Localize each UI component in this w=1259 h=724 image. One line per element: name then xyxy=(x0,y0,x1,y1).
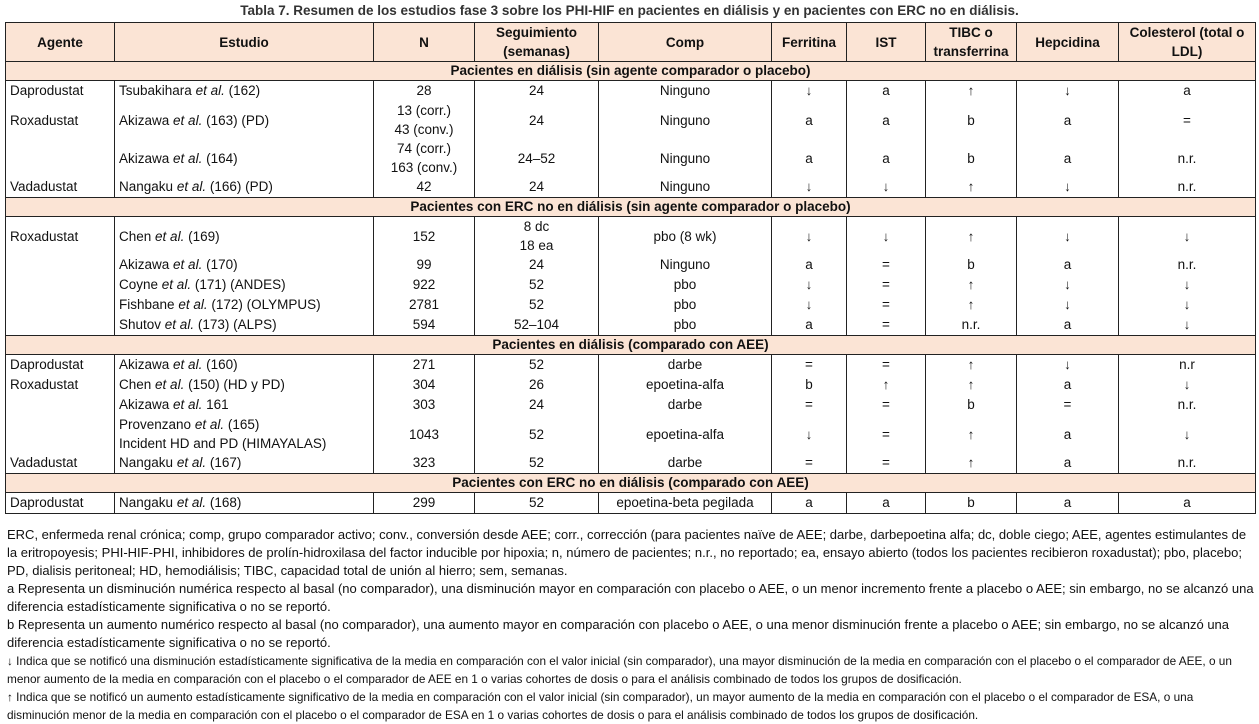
cell-ferritina: ↓ xyxy=(772,415,847,453)
seguimiento-value: 52 xyxy=(528,495,545,510)
estudio-author: Chen xyxy=(119,377,152,392)
cell-tibc: b xyxy=(926,493,1017,514)
cell-colesterol: n.r. xyxy=(1119,139,1256,177)
cell-seguimiento xyxy=(475,217,599,256)
cell-tibc: ↑ xyxy=(926,453,1017,474)
cell-estudio xyxy=(115,395,374,415)
cell-tibc: b xyxy=(926,139,1017,177)
cell-ferritina: a xyxy=(772,101,847,139)
estudio-etal: et al. xyxy=(176,179,207,194)
estudio-etal: et al. xyxy=(173,112,203,128)
seguimiento-value: 24 xyxy=(528,397,545,412)
cell-colesterol: n.r. xyxy=(1119,453,1256,474)
estudio-ref: (166) (PD) xyxy=(209,179,273,194)
cell-estudio xyxy=(115,493,374,514)
header-ist: IST xyxy=(847,23,926,62)
cell-comp: pbo (8 wk) xyxy=(599,217,772,256)
section-title: Pacientes en diálisis (comparado con AEE) xyxy=(6,336,1256,355)
cell-hepcidina: a xyxy=(1017,493,1119,514)
estudio-etal: et al. xyxy=(195,83,225,98)
cell-colesterol: a xyxy=(1119,81,1256,102)
n-value: 163 (conv.) xyxy=(390,160,458,175)
cell-n xyxy=(374,217,475,256)
cell-agente: Vadadustat xyxy=(6,177,115,198)
estudio-ref: (171) (ANDES) xyxy=(194,277,286,292)
table-row xyxy=(6,453,1256,474)
estudio-etal: et al. xyxy=(176,495,207,510)
cell-ist: ↓ xyxy=(847,177,926,198)
seguimiento-value: 52 xyxy=(528,277,545,292)
section-row xyxy=(6,336,1256,355)
cell-tibc: ↑ xyxy=(926,177,1017,198)
cell-colesterol: a xyxy=(1119,493,1256,514)
cell-tibc: ↑ xyxy=(926,375,1017,395)
estudio-ref: (169) xyxy=(188,228,220,244)
cell-seguimiento xyxy=(475,177,599,198)
cell-comp: pbo xyxy=(599,295,772,315)
cell-n xyxy=(374,81,475,102)
table-row xyxy=(6,415,1256,453)
n-value: 922 xyxy=(412,277,436,292)
cell-n xyxy=(374,355,475,376)
cell-colesterol: ↓ xyxy=(1119,217,1256,256)
estudio-author: Fishbane xyxy=(119,297,175,312)
results-table xyxy=(5,22,1256,514)
cell-hepcidina: ↓ xyxy=(1017,217,1119,256)
n-value: 303 xyxy=(412,397,436,412)
table-row xyxy=(6,81,1256,102)
cell-n xyxy=(374,453,475,474)
note-a: a Representa un disminución numérica respecto al basal (no comparador), una disminución mayor en comparación con placebo o AEE, o un menor incremento frente a placebo o AEE; sin embargo, no se alcanzó una diferencia estadísticamente significativa o no se reportó. xyxy=(7,581,1254,614)
cell-agente: Daprodustat xyxy=(6,493,115,514)
seguimiento-value: 18 ea xyxy=(519,238,554,253)
cell-n xyxy=(374,315,475,336)
estudio-ref: (165) xyxy=(227,417,260,432)
estudio-ref: 161 xyxy=(206,397,229,412)
estudio-etal: et al. xyxy=(164,317,195,332)
estudio-author: Coyne xyxy=(119,277,159,292)
seguimiento-value: 8 dc xyxy=(523,219,550,234)
estudio-author: Akizawa xyxy=(119,257,170,272)
cell-hepcidina: a xyxy=(1017,139,1119,177)
table-row xyxy=(6,295,1256,315)
seguimiento-value: 52–104 xyxy=(513,317,560,332)
estudio-etal: et al. xyxy=(173,257,203,272)
cell-agente xyxy=(6,295,115,315)
seguimiento-value: 24 xyxy=(528,112,545,128)
cell-colesterol: ↓ xyxy=(1119,275,1256,295)
cell-ist: = xyxy=(847,255,926,275)
cell-comp: epoetina-alfa xyxy=(599,375,772,395)
cell-tibc: n.r. xyxy=(926,315,1017,336)
cell-ist: = xyxy=(847,395,926,415)
cell-ferritina: = xyxy=(772,395,847,415)
cell-estudio xyxy=(115,217,374,256)
cell-agente xyxy=(6,255,115,275)
cell-hepcidina: ↓ xyxy=(1017,275,1119,295)
cell-estudio xyxy=(115,81,374,102)
cell-n xyxy=(374,101,475,139)
cell-hepcidina: a xyxy=(1017,453,1119,474)
n-value: 42 xyxy=(416,179,432,194)
table-row xyxy=(6,375,1256,395)
estudio-ref: (168) xyxy=(209,495,242,510)
table-caption: Tabla 7. Resumen de los estudios fase 3 sobre los PHI-HIF en pacientes en diálisis y en pacientes con ERC no en diálisis. xyxy=(240,3,1019,18)
estudio-author: Akizawa xyxy=(119,150,170,166)
cell-seguimiento xyxy=(475,395,599,415)
estudio-line xyxy=(119,275,369,295)
cell-seguimiento xyxy=(475,255,599,275)
section-title: Pacientes con ERC no en diálisis (comparado con AEE) xyxy=(6,474,1256,493)
cell-agente: Roxadustat xyxy=(6,217,115,256)
section-title: Pacientes en diálisis (sin agente comparador o placebo) xyxy=(6,62,1256,81)
estudio-line xyxy=(119,227,369,246)
header-tibc: TIBC o transferrina xyxy=(926,23,1017,62)
n-value: 271 xyxy=(412,357,436,372)
cell-hepcidina: = xyxy=(1017,395,1119,415)
cell-ist: a xyxy=(847,81,926,102)
estudio-ref: (167) xyxy=(209,455,242,470)
cell-estudio xyxy=(115,415,374,453)
estudio-ref: (164) xyxy=(206,150,238,166)
n-value: 74 (corr.) xyxy=(396,141,451,156)
estudio-ref: (163) (PD) xyxy=(206,112,270,128)
seguimiento-value: 52 xyxy=(528,297,545,312)
cell-ist: = xyxy=(847,275,926,295)
seguimiento-value: 26 xyxy=(528,377,545,392)
cell-agente: Daprodustat xyxy=(6,81,115,102)
cell-n xyxy=(374,395,475,415)
cell-tibc: ↑ xyxy=(926,355,1017,376)
footnotes xyxy=(7,526,1255,724)
n-value: 28 xyxy=(416,83,432,98)
estudio-line xyxy=(119,255,369,275)
n-value: 99 xyxy=(416,257,432,272)
cell-estudio xyxy=(115,295,374,315)
cell-seguimiento xyxy=(475,375,599,395)
estudio-ref: (162) xyxy=(228,83,261,98)
cell-n xyxy=(374,295,475,315)
cell-agente: Roxadustat xyxy=(6,101,115,139)
header-estudio: Estudio xyxy=(115,23,374,62)
estudio-etal: et al. xyxy=(155,228,185,244)
cell-ist: = xyxy=(847,295,926,315)
estudio-line xyxy=(119,111,369,130)
cell-hepcidina: a xyxy=(1017,101,1119,139)
cell-agente: Roxadustat xyxy=(6,375,115,395)
cell-ferritina: a xyxy=(772,255,847,275)
seguimiento-value: 24 xyxy=(528,179,545,194)
cell-seguimiento xyxy=(475,453,599,474)
cell-ist: a xyxy=(847,101,926,139)
cell-colesterol: = xyxy=(1119,101,1256,139)
estudio-ref: (150) (HD y PD) xyxy=(188,377,285,392)
cell-n xyxy=(374,375,475,395)
note-down-arrow: ↓ Indica que se notificó una disminución estadísticamente significativa de la media en comparación con el valor inicial (sin comparador), una mayor disminución de la media en comparación con el placebo o el comparador de AEE, o un menor aumento de la media en comparación con el placebo o el comparador de AEE en 1 o varias cohortes de dosis o para el análisis combinado de todos los grupos de dosificación. xyxy=(7,654,1232,686)
cell-comp: Ninguno xyxy=(599,139,772,177)
seguimiento-value: 52 xyxy=(528,357,545,372)
cell-hepcidina: ↓ xyxy=(1017,295,1119,315)
table-row xyxy=(6,139,1256,177)
cell-ist: = xyxy=(847,453,926,474)
estudio-etal: et al. xyxy=(173,357,203,372)
cell-hepcidina: a xyxy=(1017,375,1119,395)
cell-ferritina: b xyxy=(772,375,847,395)
estudio-line xyxy=(119,81,369,101)
cell-ferritina: = xyxy=(772,355,847,376)
cell-seguimiento xyxy=(475,101,599,139)
header-agente: Agente xyxy=(6,23,115,62)
section-row xyxy=(6,62,1256,81)
cell-colesterol: ↓ xyxy=(1119,415,1256,453)
cell-ist: a xyxy=(847,493,926,514)
note-up-arrow: ↑ Indica que se notificó un aumento estadísticamente significativo de la media en comparación con el valor inicial (sin comparador), un mayor aumento de la media en comparación con el placebo o el comparador de ESA, o una disminución menor de la media en comparación con el placebo o el comparador de ESA en 1 o varias cohortes de dosis o para el análisis combinado de todos los grupos de dosificación. xyxy=(7,690,1194,722)
estudio-author: Shutov xyxy=(119,317,162,332)
cell-tibc: ↑ xyxy=(926,415,1017,453)
cell-hepcidina: a xyxy=(1017,415,1119,453)
seguimiento-value: 52 xyxy=(528,455,545,470)
cell-comp: Ninguno xyxy=(599,177,772,198)
cell-n xyxy=(374,255,475,275)
cell-colesterol: ↓ xyxy=(1119,375,1256,395)
n-value: 299 xyxy=(412,495,436,510)
table-row xyxy=(6,177,1256,198)
cell-comp: Ninguno xyxy=(599,101,772,139)
n-value: 594 xyxy=(412,317,436,332)
cell-agente: Vadadustat xyxy=(6,453,115,474)
cell-estudio xyxy=(115,275,374,295)
estudio-line xyxy=(119,453,369,473)
cell-tibc: ↑ xyxy=(926,217,1017,256)
table-body xyxy=(6,62,1256,514)
cell-seguimiento xyxy=(475,275,599,295)
cell-agente xyxy=(6,415,115,453)
n-value: 13 (corr.) xyxy=(396,103,451,118)
estudio-line xyxy=(119,315,369,335)
cell-estudio xyxy=(115,453,374,474)
cell-n xyxy=(374,493,475,514)
cell-seguimiento xyxy=(475,295,599,315)
header-comp: Comp xyxy=(599,23,772,62)
cell-seguimiento xyxy=(475,139,599,177)
cell-tibc: ↑ xyxy=(926,295,1017,315)
header-colesterol: Colesterol (total o LDL) xyxy=(1119,23,1256,62)
estudio-extra: Incident HD and PD (HIMAYALAS) xyxy=(119,436,327,451)
n-value: 1043 xyxy=(408,426,440,442)
estudio-author: Nangaku xyxy=(119,179,174,194)
cell-ist: = xyxy=(847,355,926,376)
cell-ferritina: = xyxy=(772,453,847,474)
cell-ferritina: ↓ xyxy=(772,217,847,256)
n-value: 43 (conv.) xyxy=(394,122,454,137)
estudio-line xyxy=(119,375,369,395)
header-n: N xyxy=(374,23,475,62)
section-title: Pacientes con ERC no en diálisis (sin agente comparador o placebo) xyxy=(6,198,1256,217)
n-value: 323 xyxy=(412,455,436,470)
cell-ist: = xyxy=(847,415,926,453)
cell-ferritina: a xyxy=(772,493,847,514)
cell-agente: Daprodustat xyxy=(6,355,115,376)
cell-seguimiento xyxy=(475,81,599,102)
estudio-author: Provenzano xyxy=(119,417,192,432)
table-row xyxy=(6,275,1256,295)
cell-tibc: ↑ xyxy=(926,81,1017,102)
estudio-etal: et al. xyxy=(178,297,208,312)
estudio-ref: (160) xyxy=(206,357,238,372)
table-row xyxy=(6,355,1256,376)
estudio-line xyxy=(119,355,369,375)
table-row xyxy=(6,315,1256,336)
cell-estudio xyxy=(115,139,374,177)
cell-hepcidina: a xyxy=(1017,315,1119,336)
cell-seguimiento xyxy=(475,493,599,514)
cell-ferritina: a xyxy=(772,139,847,177)
cell-agente xyxy=(6,315,115,336)
estudio-etal: et al. xyxy=(161,277,192,292)
estudio-etal: et al. xyxy=(173,397,203,412)
cell-estudio xyxy=(115,101,374,139)
cell-ist: ↑ xyxy=(847,375,926,395)
cell-n xyxy=(374,275,475,295)
table-row xyxy=(6,217,1256,256)
cell-estudio xyxy=(115,177,374,198)
estudio-author: Chen xyxy=(119,228,152,244)
cell-comp: darbe xyxy=(599,453,772,474)
cell-agente xyxy=(6,139,115,177)
cell-comp: pbo xyxy=(599,315,772,336)
cell-ferritina: ↓ xyxy=(772,177,847,198)
cell-comp: darbe xyxy=(599,395,772,415)
estudio-author: Tsubakihara xyxy=(119,83,192,98)
cell-colesterol: ↓ xyxy=(1119,315,1256,336)
cell-n xyxy=(374,139,475,177)
seguimiento-value: 24 xyxy=(528,257,545,272)
cell-colesterol: n.r xyxy=(1119,355,1256,376)
cell-seguimiento xyxy=(475,415,599,453)
header-seguimiento: Seguimiento (semanas) xyxy=(475,23,599,62)
cell-ferritina: a xyxy=(772,315,847,336)
cell-hepcidina: a xyxy=(1017,255,1119,275)
cell-tibc: ↑ xyxy=(926,275,1017,295)
estudio-author: Akizawa xyxy=(119,112,170,128)
cell-tibc: b xyxy=(926,101,1017,139)
table-row xyxy=(6,395,1256,415)
header-ferritina: Ferritina xyxy=(772,23,847,62)
cell-agente xyxy=(6,275,115,295)
table-row xyxy=(6,255,1256,275)
cell-estudio xyxy=(115,255,374,275)
estudio-ref: (170) xyxy=(206,257,238,272)
cell-ist: ↓ xyxy=(847,217,926,256)
cell-ferritina: ↓ xyxy=(772,81,847,102)
estudio-author: Akizawa xyxy=(119,397,170,412)
cell-comp: pbo xyxy=(599,275,772,295)
cell-comp: epoetina-alfa xyxy=(599,415,772,453)
estudio-author: Nangaku xyxy=(119,495,174,510)
estudio-etal: et al. xyxy=(194,417,225,432)
estudio-etal: et al. xyxy=(155,377,185,392)
estudio-author: Nangaku xyxy=(119,455,174,470)
cell-ferritina: ↓ xyxy=(772,275,847,295)
cell-hepcidina: ↓ xyxy=(1017,81,1119,102)
cell-ferritina: ↓ xyxy=(772,295,847,315)
estudio-line xyxy=(119,395,369,415)
cell-estudio xyxy=(115,375,374,395)
seguimiento-value: 24 xyxy=(528,83,545,98)
estudio-author: Akizawa xyxy=(119,357,170,372)
table-row xyxy=(6,101,1256,139)
cell-seguimiento xyxy=(475,355,599,376)
cell-n xyxy=(374,177,475,198)
estudio-etal: et al. xyxy=(176,455,207,470)
section-row xyxy=(6,474,1256,493)
cell-colesterol: ↓ xyxy=(1119,295,1256,315)
estudio-etal: et al. xyxy=(173,150,203,166)
cell-tibc: b xyxy=(926,255,1017,275)
table-row xyxy=(6,493,1256,514)
table-header-row xyxy=(6,23,1256,62)
section-row xyxy=(6,198,1256,217)
cell-ist: a xyxy=(847,139,926,177)
seguimiento-value: 52 xyxy=(528,426,545,442)
cell-seguimiento xyxy=(475,315,599,336)
cell-hepcidina: ↓ xyxy=(1017,177,1119,198)
estudio-line xyxy=(119,415,369,434)
cell-n xyxy=(374,415,475,453)
cell-comp: darbe xyxy=(599,355,772,376)
cell-hepcidina: ↓ xyxy=(1017,355,1119,376)
estudio-ref: (173) (ALPS) xyxy=(197,317,277,332)
n-value: 304 xyxy=(412,377,436,392)
estudio-line xyxy=(119,177,369,197)
note-abbreviations: ERC, enfermeda renal crónica; comp, grupo comparador activo; conv., conversión desde AEE; corr., corrección (para pacientes naïve de AEE; darbe, darbepoetina alfa; dc, doble ciego; AEE, agentes estimulantes de la eritropoyesis; PHI-HIF-PHI, inhibidores de prolín-hidroxilasa del factor inducible por hipoxia; n, número de pacientes; n.r., no reportado; ea, ensayo abierto (todos los pacientes recibieron roxadustat); pbo, placebo; PD, dialisis peritoneal; HD, hemodiálisis; TIBC, capacidad total de unión al hierro; sem, semanas. xyxy=(7,527,1247,578)
cell-comp: Ninguno xyxy=(599,255,772,275)
note-b: b Representa un aumento numérico respecto al basal (no comparador), una aumento mayor en comparación con placebo o AEE, o una menor disminución frente a placebo o AEE; sin embargo, no se alcanzó una diferencia estadísticamente significativa o no se reportó. xyxy=(7,617,1230,650)
n-value: 2781 xyxy=(408,297,440,312)
cell-comp: epoetina-beta pegilada xyxy=(599,493,772,514)
cell-colesterol: n.r. xyxy=(1119,255,1256,275)
estudio-ref: (172) (OLYMPUS) xyxy=(211,297,321,312)
n-value: 152 xyxy=(412,228,436,244)
cell-ist: = xyxy=(847,315,926,336)
cell-comp: Ninguno xyxy=(599,81,772,102)
estudio-line xyxy=(119,149,369,168)
cell-estudio xyxy=(115,315,374,336)
cell-estudio xyxy=(115,355,374,376)
cell-colesterol: n.r. xyxy=(1119,395,1256,415)
cell-tibc: b xyxy=(926,395,1017,415)
cell-agente xyxy=(6,395,115,415)
estudio-line xyxy=(119,493,369,513)
header-hepcidina: Hepcidina xyxy=(1017,23,1119,62)
cell-colesterol: n.r. xyxy=(1119,177,1256,198)
estudio-line xyxy=(119,295,369,315)
seguimiento-value: 24–52 xyxy=(517,150,556,166)
